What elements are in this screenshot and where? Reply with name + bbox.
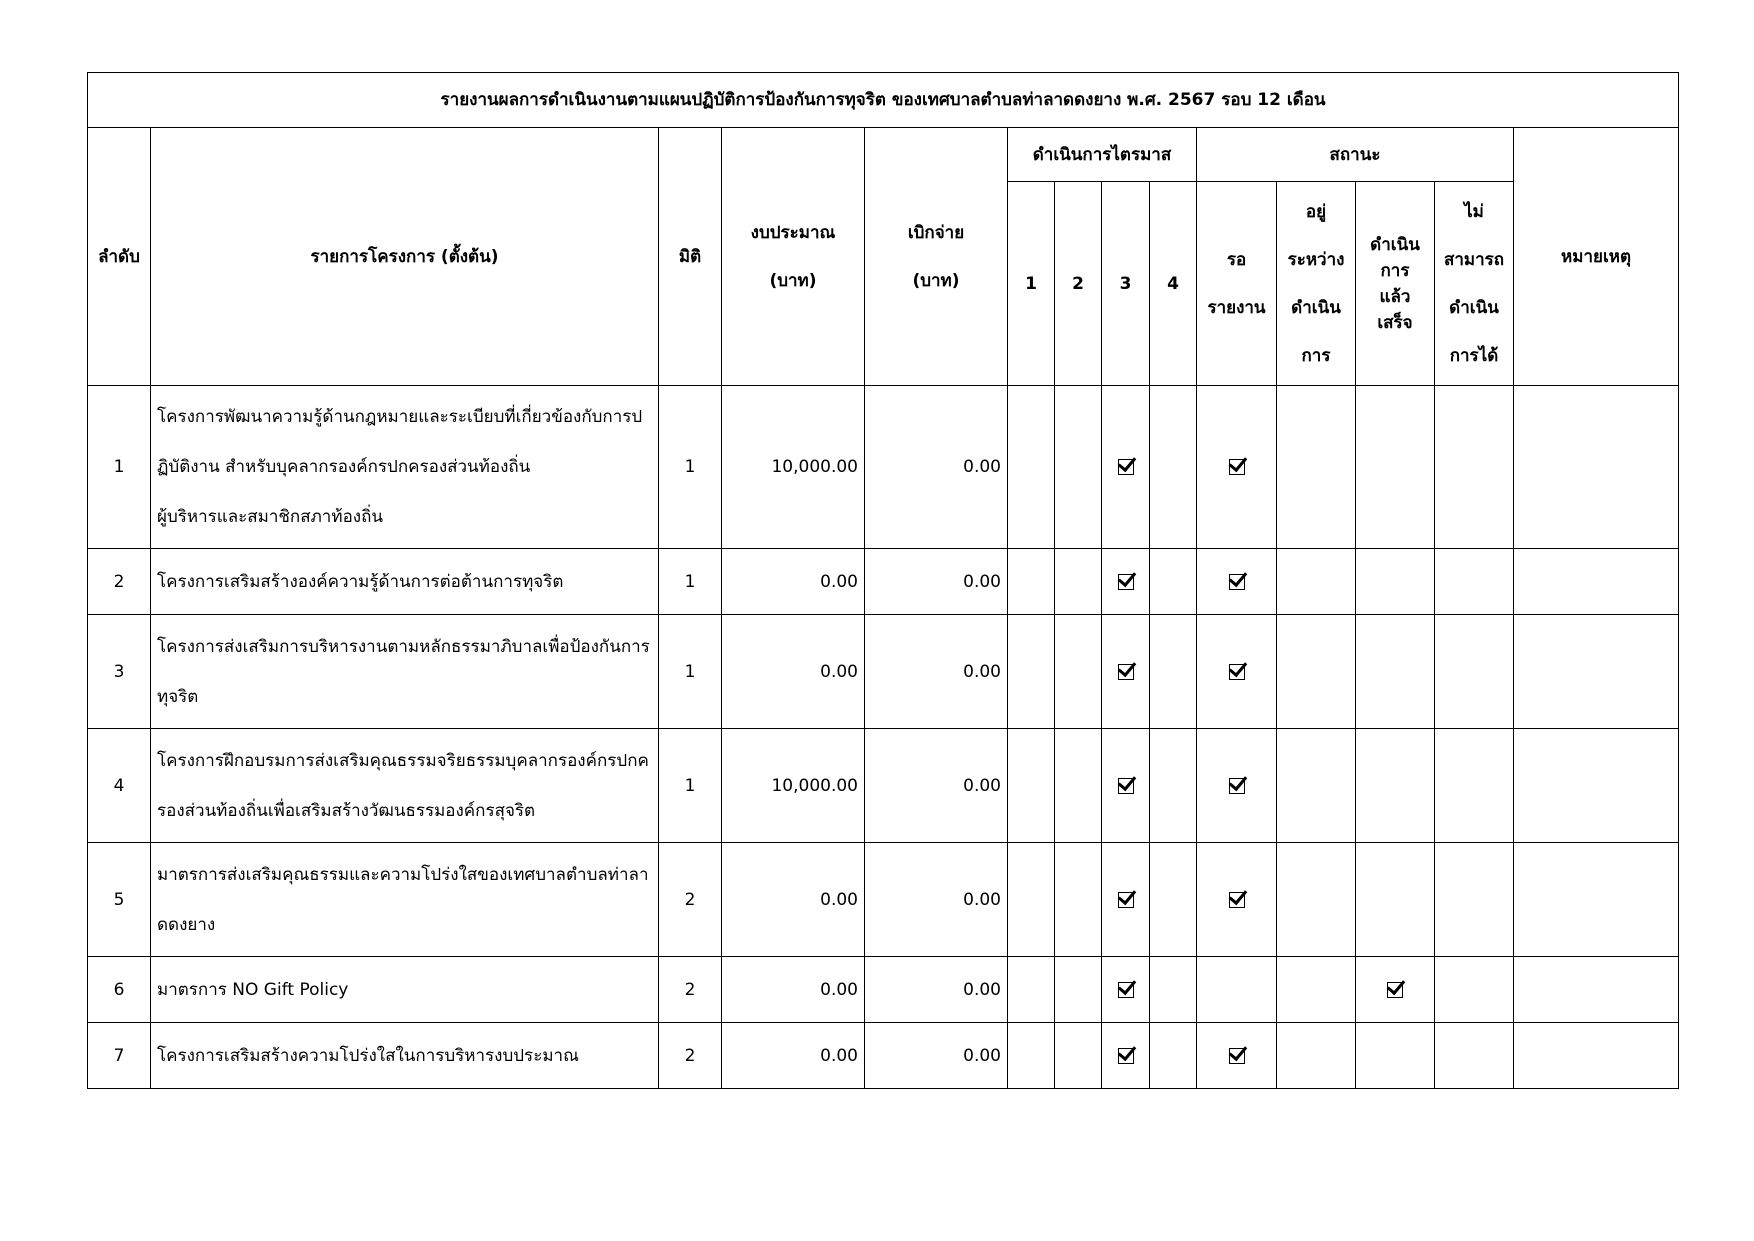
row-quarter-2 xyxy=(1055,957,1102,1023)
row-budget: 10,000.00 xyxy=(722,729,865,843)
header-budget-unit: (บาท) xyxy=(769,270,817,291)
checkbox-checked-icon xyxy=(1229,459,1245,475)
header-status-line: ดำเนิน xyxy=(1449,297,1499,318)
row-project xyxy=(151,1023,659,1089)
row-status-3 xyxy=(1356,843,1435,957)
row-quarter-4 xyxy=(1150,549,1197,615)
row-project-line: รองส่วนท้องถิ่นเพื่อเสริมสร้างวัฒนธรรมองค์กรสุจริต xyxy=(157,800,536,821)
header-status-4 xyxy=(1435,182,1514,386)
row-quarter-1 xyxy=(1008,843,1055,957)
row-no: 4 xyxy=(88,729,151,843)
row-status-1 xyxy=(1197,843,1277,957)
checkbox-checked-icon xyxy=(1118,1048,1134,1064)
row-project-line: โครงการฝึกอบรมการส่งเสริมคุณธรรมจริยธรรมบุคลากรองค์กรปกค xyxy=(157,750,649,771)
row-status-1 xyxy=(1197,549,1277,615)
header-quarter-4: 4 xyxy=(1150,182,1197,386)
row-status-3 xyxy=(1356,957,1435,1023)
row-status-1 xyxy=(1197,957,1277,1023)
row-budget: 0.00 xyxy=(722,1023,865,1089)
header-status-line: การ xyxy=(1301,345,1331,366)
row-remark xyxy=(1514,843,1679,957)
header-quarter-2: 2 xyxy=(1055,182,1102,386)
row-project xyxy=(151,549,659,615)
checkbox-checked-icon xyxy=(1118,574,1134,590)
report-table xyxy=(87,72,1679,1089)
row-quarter-4 xyxy=(1150,386,1197,549)
row-status-3 xyxy=(1356,615,1435,729)
row-project-line: โครงการส่งเสริมการบริหารงานตามหลักธรรมาภิบาลเพื่อป้องกันการ xyxy=(157,636,650,657)
header-dimension: มิติ xyxy=(659,128,722,386)
header-status-group: สถานะ xyxy=(1197,128,1514,182)
row-quarter-1 xyxy=(1008,1023,1055,1089)
row-status-1 xyxy=(1197,1023,1277,1089)
table-row xyxy=(88,957,1679,1023)
row-status-4 xyxy=(1435,549,1514,615)
row-no: 1 xyxy=(88,386,151,549)
row-status-3 xyxy=(1356,549,1435,615)
row-quarter-1 xyxy=(1008,729,1055,843)
header-project: รายการโครงการ (ตั้งต้น) xyxy=(151,128,659,386)
row-no: 5 xyxy=(88,843,151,957)
row-project-line: มาตรการส่งเสริมคุณธรรมและความโปร่งใสของเทศบาลตำบลท่าลา xyxy=(157,864,649,885)
checkbox-checked-icon xyxy=(1229,778,1245,794)
row-disbursed: 0.00 xyxy=(865,615,1008,729)
row-dimension: 2 xyxy=(659,1023,722,1089)
row-status-2 xyxy=(1277,843,1356,957)
row-status-4 xyxy=(1435,957,1514,1023)
row-disbursed: 0.00 xyxy=(865,957,1008,1023)
header-status-line: การได้ xyxy=(1449,345,1499,366)
row-quarter-2 xyxy=(1055,729,1102,843)
row-status-2 xyxy=(1277,957,1356,1023)
row-quarter-4 xyxy=(1150,957,1197,1023)
row-remark xyxy=(1514,957,1679,1023)
row-quarter-1 xyxy=(1008,549,1055,615)
table-row xyxy=(88,549,1679,615)
row-disbursed: 0.00 xyxy=(865,729,1008,843)
row-quarter-1 xyxy=(1008,957,1055,1023)
row-status-4 xyxy=(1435,843,1514,957)
header-remark: หมายเหตุ xyxy=(1514,128,1679,386)
row-project-line: มาตรการ NO Gift Policy xyxy=(157,979,349,1000)
row-no: 6 xyxy=(88,957,151,1023)
header-status-line: สามารถ xyxy=(1443,249,1505,270)
row-status-2 xyxy=(1277,1023,1356,1089)
checkbox-checked-icon xyxy=(1387,982,1403,998)
row-project xyxy=(151,843,659,957)
row-quarter-2 xyxy=(1055,386,1102,549)
row-status-2 xyxy=(1277,549,1356,615)
row-dimension: 2 xyxy=(659,843,722,957)
row-quarter-3 xyxy=(1102,957,1150,1023)
row-project xyxy=(151,957,659,1023)
row-dimension: 1 xyxy=(659,549,722,615)
header-status-line: การ xyxy=(1380,260,1410,281)
row-project xyxy=(151,729,659,843)
row-budget: 10,000.00 xyxy=(722,386,865,549)
row-remark xyxy=(1514,386,1679,549)
row-status-3 xyxy=(1356,1023,1435,1089)
header-status-line: ระหว่าง xyxy=(1287,249,1345,270)
row-quarter-3 xyxy=(1102,615,1150,729)
row-dimension: 1 xyxy=(659,729,722,843)
row-no: 7 xyxy=(88,1023,151,1089)
row-project xyxy=(151,386,659,549)
header-quarter-1: 1 xyxy=(1008,182,1055,386)
row-status-4 xyxy=(1435,729,1514,843)
row-project-line: โครงการเสริมสร้างองค์ความรู้ด้านการต่อต้านการทุจริต xyxy=(157,571,564,592)
row-quarter-3 xyxy=(1102,549,1150,615)
row-quarter-4 xyxy=(1150,843,1197,957)
header-status-line: ดำเนิน xyxy=(1370,234,1420,255)
header-status-line: ดำเนิน xyxy=(1291,297,1341,318)
row-dimension: 1 xyxy=(659,386,722,549)
header-quarter-group: ดำเนินการไตรมาส xyxy=(1008,128,1197,182)
row-disbursed: 0.00 xyxy=(865,1023,1008,1089)
checkbox-checked-icon xyxy=(1229,892,1245,908)
header-status-3 xyxy=(1356,182,1435,386)
row-quarter-2 xyxy=(1055,1023,1102,1089)
row-remark xyxy=(1514,549,1679,615)
row-project-line: ทุจริต xyxy=(157,686,199,707)
row-status-4 xyxy=(1435,615,1514,729)
row-status-1 xyxy=(1197,615,1277,729)
row-status-3 xyxy=(1356,386,1435,549)
header-disbursed xyxy=(865,128,1008,386)
row-status-4 xyxy=(1435,386,1514,549)
row-quarter-1 xyxy=(1008,386,1055,549)
row-project-line: โครงการเสริมสร้างความโปร่งใสในการบริหารงบประมาณ xyxy=(157,1045,579,1066)
header-status-line: ไม่ xyxy=(1464,201,1484,222)
table-row xyxy=(88,843,1679,957)
row-status-2 xyxy=(1277,615,1356,729)
header-status-2 xyxy=(1277,182,1356,386)
header-status-line: แล้วเสร็จ xyxy=(1377,286,1413,333)
row-budget: 0.00 xyxy=(722,549,865,615)
header-quarter-3: 3 xyxy=(1102,182,1150,386)
row-disbursed: 0.00 xyxy=(865,549,1008,615)
row-quarter-4 xyxy=(1150,615,1197,729)
header-status-line: อยู่ xyxy=(1305,201,1327,222)
row-quarter-4 xyxy=(1150,729,1197,843)
table-row xyxy=(88,729,1679,843)
row-disbursed: 0.00 xyxy=(865,386,1008,549)
row-quarter-2 xyxy=(1055,549,1102,615)
header-budget-line: งบประมาณ xyxy=(750,222,836,243)
row-no: 2 xyxy=(88,549,151,615)
row-project-line: ผู้บริหารและสมาชิกสภาท้องถิ่น xyxy=(157,507,383,527)
row-project xyxy=(151,615,659,729)
row-project-line: โครงการพัฒนาความรู้ด้านกฎหมายและระเบียบที่เกี่ยวข้องกับการป xyxy=(157,407,643,427)
checkbox-checked-icon xyxy=(1118,459,1134,475)
header-budget xyxy=(722,128,865,386)
row-quarter-3 xyxy=(1102,1023,1150,1089)
checkbox-checked-icon xyxy=(1229,574,1245,590)
report-title: รายงานผลการดำเนินงานตามแผนปฏิบัติการป้องกันการทุจริต ของเทศบาลตำบลท่าลาดดงยาง พ.ศ. 2567 รอบ 12 เดือน xyxy=(88,73,1679,128)
checkbox-checked-icon xyxy=(1229,664,1245,680)
checkbox-checked-icon xyxy=(1118,892,1134,908)
header-disbursed-line: เบิกจ่าย xyxy=(907,222,965,243)
row-status-4 xyxy=(1435,1023,1514,1089)
row-quarter-2 xyxy=(1055,843,1102,957)
checkbox-checked-icon xyxy=(1118,664,1134,680)
row-quarter-1 xyxy=(1008,615,1055,729)
header-status-line: รอ xyxy=(1226,249,1247,270)
row-budget: 0.00 xyxy=(722,615,865,729)
header-no: ลำดับ xyxy=(88,128,151,386)
row-project-line: ฏิบัติงาน สำหรับบุคลากรองค์กรปกครองส่วนท้องถิ่น xyxy=(157,457,531,477)
row-quarter-3 xyxy=(1102,386,1150,549)
checkbox-checked-icon xyxy=(1118,982,1134,998)
row-dimension: 1 xyxy=(659,615,722,729)
row-dimension: 2 xyxy=(659,957,722,1023)
header-status-line: รายงาน xyxy=(1207,297,1266,318)
row-budget: 0.00 xyxy=(722,843,865,957)
row-status-1 xyxy=(1197,729,1277,843)
row-quarter-3 xyxy=(1102,843,1150,957)
row-disbursed: 0.00 xyxy=(865,843,1008,957)
row-project-line: ดดงยาง xyxy=(157,914,216,935)
row-no: 3 xyxy=(88,615,151,729)
row-status-2 xyxy=(1277,386,1356,549)
row-quarter-3 xyxy=(1102,729,1150,843)
row-status-2 xyxy=(1277,729,1356,843)
table-row xyxy=(88,386,1679,549)
header-status-1 xyxy=(1197,182,1277,386)
row-quarter-2 xyxy=(1055,615,1102,729)
row-status-1 xyxy=(1197,386,1277,549)
row-remark xyxy=(1514,1023,1679,1089)
row-remark xyxy=(1514,615,1679,729)
row-status-3 xyxy=(1356,729,1435,843)
checkbox-checked-icon xyxy=(1118,778,1134,794)
checkbox-checked-icon xyxy=(1229,1048,1245,1064)
header-disbursed-unit: (บาท) xyxy=(912,270,960,291)
row-remark xyxy=(1514,729,1679,843)
table-row xyxy=(88,1023,1679,1089)
row-quarter-4 xyxy=(1150,1023,1197,1089)
table-row xyxy=(88,615,1679,729)
row-budget: 0.00 xyxy=(722,957,865,1023)
